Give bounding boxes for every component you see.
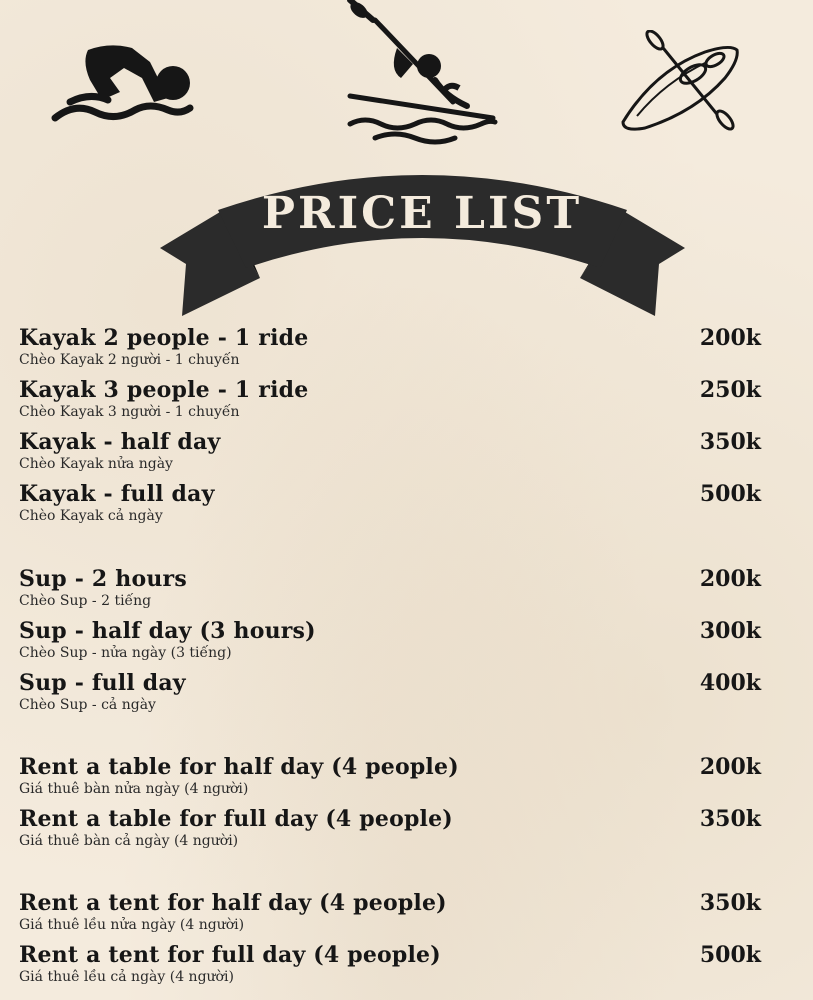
- item-subtitle: Chèo Kayak cả ngày: [19, 508, 163, 524]
- item-price: 500k: [699, 481, 761, 507]
- price-item: [19, 566, 761, 610]
- item-name: Kayak 3 people - 1 ride: [19, 377, 309, 403]
- item-price: 200k: [699, 566, 761, 592]
- price-item: [19, 377, 761, 421]
- item-price: 200k: [699, 754, 761, 780]
- item-name: Kayak - half day: [19, 429, 221, 455]
- item-name: Sup - full day: [19, 670, 186, 696]
- item-price: 500k: [699, 942, 761, 968]
- kayaker-icon: [345, 0, 500, 150]
- item-name: Rent a table for half day (4 people): [19, 754, 459, 780]
- item-subtitle: Giá thuê bàn cả ngày (4 người): [19, 833, 239, 849]
- price-item: [19, 481, 761, 525]
- item-subtitle: Chèo Kayak 2 người - 1 chuyến: [19, 352, 240, 368]
- item-price: 200k: [699, 325, 761, 351]
- price-item: [19, 806, 761, 850]
- item-subtitle: Giá thuê lều nửa ngày (4 người): [19, 917, 245, 933]
- item-subtitle: Chèo Sup - 2 tiếng: [19, 593, 152, 609]
- swimmer-icon: [50, 40, 195, 130]
- item-name: Kayak - full day: [19, 481, 215, 507]
- item-name: Sup - 2 hours: [19, 566, 187, 592]
- item-price: 250k: [699, 377, 761, 403]
- item-price: 400k: [699, 670, 761, 696]
- item-subtitle: Giá thuê bàn nửa ngày (4 người): [19, 781, 249, 797]
- item-subtitle: Giá thuê lều cả ngày (4 người): [19, 969, 234, 985]
- item-name: Rent a tent for half day (4 people): [19, 890, 447, 916]
- price-item: [19, 618, 761, 662]
- item-name: Kayak 2 people - 1 ride: [19, 325, 309, 351]
- item-price: 350k: [699, 890, 761, 916]
- price-item: [19, 754, 761, 798]
- item-price: 350k: [699, 429, 761, 455]
- price-item: [19, 670, 761, 714]
- price-item: [19, 890, 761, 934]
- item-subtitle: Chèo Kayak nửa ngày: [19, 456, 173, 472]
- price-list-title: PRICE LIST: [261, 188, 583, 239]
- kayak-boat-icon: [615, 30, 745, 135]
- item-subtitle: Chèo Kayak 3 người - 1 chuyến: [19, 404, 240, 420]
- price-item: [19, 325, 761, 369]
- price-item: [19, 429, 761, 473]
- item-price: 350k: [699, 806, 761, 832]
- item-name: Rent a table for full day (4 people): [19, 806, 453, 832]
- price-list-banner: [160, 160, 685, 320]
- item-name: Sup - half day (3 hours): [19, 618, 316, 644]
- item-name: Rent a tent for full day (4 people): [19, 942, 441, 968]
- item-subtitle: Chèo Sup - nửa ngày (3 tiếng): [19, 645, 232, 661]
- item-price: 300k: [699, 618, 761, 644]
- price-item: [19, 942, 761, 986]
- item-subtitle: Chèo Sup - cả ngày: [19, 697, 156, 713]
